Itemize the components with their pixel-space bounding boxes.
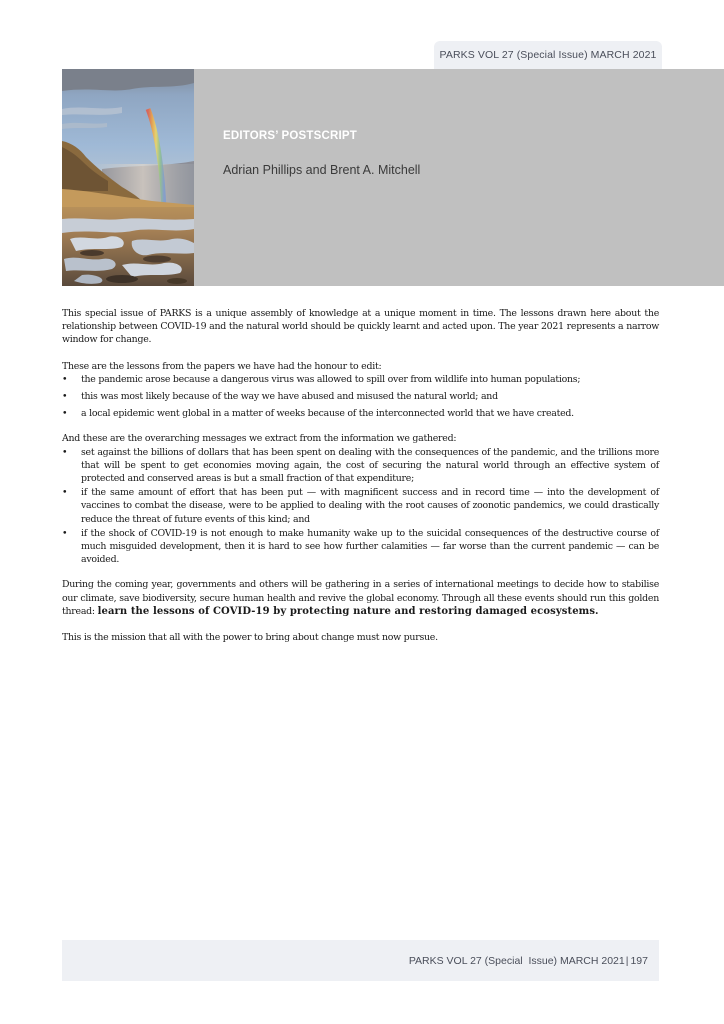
list-item-text: a local epidemic went global in a matter of weeks because of the interconnected world that we have created. [81,408,574,420]
list-item-text: if the same amount of effort that has been put — with magnificent success and in record time — into the development of vaccines to combat the disease, were to be applied to dealing with the root causes of zoonotic pandemics, we could drastically reduce the threat of future events of this kind; and [81,487,659,525]
lessons-lead-in: These are the lessons from the papers we have had the honour to edit: [62,360,382,372]
bullet-icon: • [62,391,68,403]
bullet-icon: • [62,487,68,499]
list-item [62,373,659,386]
golden-thread-emphasis: learn the lessons of COVID-19 by protecting nature and restoring damaged ecosystems. [97,605,599,617]
list-item [62,527,659,567]
page-number: 197 [630,954,648,967]
article-banner [62,69,724,286]
messages-list [62,446,659,567]
bullet-icon: • [62,446,68,458]
list-item-text: set against the billions of dollars that has been spent on dealing with the consequences of the pandemic, and the trillions more that will be spent to get economies moving again, the cost of securing the natural world through an effective system of protected and conserved areas is but a small fraction of that expenditure; [81,446,659,485]
list-item [62,407,659,420]
intro-paragraph: This special issue of PARKS is a unique assembly of knowledge at a unique moment in time. The lessons drawn here about the relationship between COVID-19 and the natural world should be quickly learnt and acted upon. The year 2021 represents a narrow window for change. [62,308,659,346]
article-body [62,307,659,657]
closing-paragraph [62,578,659,618]
running-head-text: PARKS VOL 27 (Special Issue) MARCH 2021 [439,49,657,61]
list-item-text: if the shock of COVID-19 is not enough to make humanity wake up to the suicidal consequences of the destructive course of much misguided development, then it is hard to see how further calamities — far worse than the current pandemic — can be avoided. [81,527,659,566]
footer-separator: | [625,954,629,967]
closing-text: During the coming year, governments and others will be gathering in a series of international meetings to decide how to stabilise our climate, save biodiversity, secure human health and revive the global economy. Through all these events should run this golden thread: [62,579,659,617]
running-head [434,41,662,69]
footer-journal: PARKS VOL 27 (Special Issue) MARCH 2021 [408,954,625,967]
bullet-icon: • [62,408,68,420]
list-item [62,390,659,403]
page-footer [62,940,659,981]
bullet-icon: • [62,527,68,539]
list-item [62,446,659,486]
article-authors: Adrian Phillips and Brent A. Mitchell [223,163,421,177]
rainbow-landscape-photo-icon [62,69,194,286]
article-kicker: EDITORS’ POSTSCRIPT [223,130,357,142]
list-item-text: the pandemic arose because a dangerous virus was allowed to spill over from wildlife into human populations; [81,373,581,385]
list-item [62,486,659,526]
bullet-icon: • [62,373,68,385]
final-paragraph: This is the mission that all with the power to bring about change must now pursue. [62,632,438,644]
lessons-list [62,373,659,421]
list-item-text: this was most likely because of the way we have abused and misused the natural world; and [81,391,498,403]
messages-lead-in: And these are the overarching messages we extract from the information we gathered: [62,433,457,445]
